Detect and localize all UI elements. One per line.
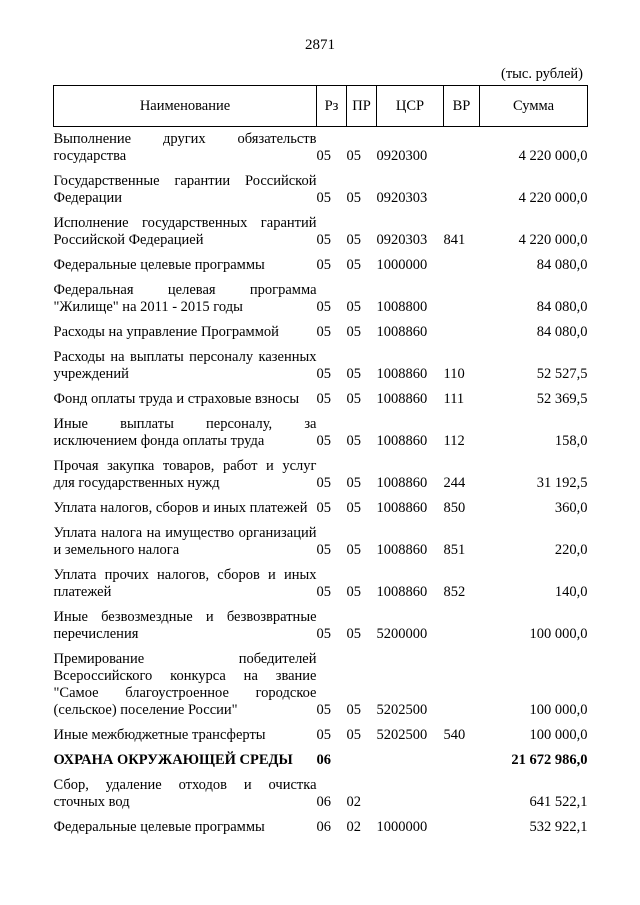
cell-sum: 31 192,5 [536,475,588,491]
cell-name: Исполнение государственных гарантий Российской Федерацией [53,215,317,248]
cell-name: Иные безвозмездные и безвозвратные перечисления [53,609,317,642]
header-sum: Сумма [480,86,588,127]
cell-name: Премирование победителей Всероссийского конкурса на звание "Самое благоустроенное городское (сельское) поселение России" [53,651,317,718]
cell-csr: 5202500 [376,702,428,718]
cell-vr [444,253,480,278]
cell-name: Федеральные целевые программы [53,819,265,835]
cell-vr [444,320,480,345]
header-pr: ПР [347,86,377,127]
cell-rz: 05 [316,232,331,248]
cell-pr: 05 [346,366,361,382]
table-row [54,454,588,496]
cell-pr: 05 [346,190,361,206]
table-row [54,211,588,253]
cell-rz: 05 [316,584,331,600]
cell-vr [444,605,480,647]
cell-name: Уплата налогов, сборов и иных платежей [53,500,308,516]
cell-sum: 532 922,1 [529,819,588,835]
cell-csr: 1008800 [376,299,428,315]
cell-vr [444,815,480,840]
cell-rz: 05 [316,626,331,642]
cell-vr: 111 [443,391,465,407]
cell-rz: 05 [316,257,331,273]
cell-sum: 84 080,0 [536,299,588,315]
cell-pr: 05 [346,232,361,248]
table-row [54,345,588,387]
cell-name: Сбор, удаление отходов и очистка сточных вод [53,777,317,810]
cell-name: Выполнение других обязательств государства [53,131,317,164]
cell-pr: 05 [346,584,361,600]
table-row [54,773,588,815]
cell-sum: 21 672 986,0 [511,752,588,768]
cell-name: Государственные гарантии Российской Федерации [53,173,317,206]
cell-name: Иные выплаты персоналу, за исключением фонда оплаты труда [53,416,317,449]
units-label: (тыс. рублей) [501,66,583,82]
cell-name: Федеральные целевые программы [53,257,265,273]
cell-csr: 0920300 [376,148,428,164]
table-row [54,605,588,647]
cell-rz: 05 [316,702,331,718]
cell-rz: 06 [316,819,331,835]
table-row [54,320,588,345]
cell-sum: 220,0 [554,542,588,558]
cell-vr: 112 [443,433,465,449]
cell-vr [444,278,480,320]
table-row [54,169,588,211]
cell-rz: 05 [316,500,331,516]
cell-rz: 05 [316,299,331,315]
header-vr: ВР [444,86,480,127]
cell-csr: 5202500 [376,727,428,743]
cell-vr: 852 [443,584,466,600]
table-header-row [54,86,588,127]
cell-name: Прочая закупка товаров, работ и услуг для государственных нужд [53,458,317,491]
cell-rz: 05 [316,190,331,206]
cell-rz: 05 [316,542,331,558]
cell-rz: 05 [316,391,331,407]
cell-csr [377,773,444,815]
cell-sum: 84 080,0 [536,257,588,273]
cell-vr [444,127,480,170]
cell-sum: 158,0 [554,433,588,449]
cell-sum: 4 220 000,0 [518,190,588,206]
budget-table [53,85,588,840]
cell-csr: 1008860 [376,500,428,516]
cell-vr: 540 [443,727,466,743]
cell-name: Фонд оплаты труда и страховые взносы [53,391,300,407]
cell-rz: 05 [316,366,331,382]
cell-vr: 841 [443,232,466,248]
cell-pr: 05 [346,391,361,407]
table-body [54,127,588,841]
cell-sum: 100 000,0 [529,702,588,718]
cell-csr: 1000000 [376,819,428,835]
cell-csr: 1008860 [376,433,428,449]
cell-csr: 1008860 [376,391,428,407]
cell-vr: 244 [443,475,466,491]
table-row [54,412,588,454]
cell-rz: 05 [316,324,331,340]
cell-vr: 850 [443,500,466,516]
cell-name: ОХРАНА ОКРУЖАЮЩЕЙ СРЕДЫ [53,752,293,768]
cell-name: Расходы на выплаты персоналу казенных учреждений [53,349,317,382]
cell-csr: 5200000 [376,626,428,642]
cell-sum: 52 527,5 [536,366,588,382]
table-row [54,723,588,748]
cell-csr: 1008860 [376,542,428,558]
cell-pr: 05 [346,542,361,558]
page-number: 2871 [305,37,335,53]
cell-rz: 06 [316,794,331,810]
table-row [54,496,588,521]
header-name: Наименование [54,86,317,127]
cell-pr [347,748,377,773]
cell-pr: 05 [346,702,361,718]
cell-pr: 05 [346,475,361,491]
cell-name: Федеральная целевая программа "Жилище" на 2011 - 2015 годы [53,282,317,315]
cell-rz: 05 [316,727,331,743]
cell-sum: 360,0 [554,500,588,516]
cell-csr: 1008860 [376,324,428,340]
cell-sum: 100 000,0 [529,727,588,743]
cell-rz: 05 [316,475,331,491]
cell-pr: 05 [346,626,361,642]
cell-rz: 05 [316,433,331,449]
cell-csr: 0920303 [376,232,428,248]
cell-csr: 1008860 [376,475,428,491]
table-row [54,815,588,840]
cell-pr: 05 [346,324,361,340]
cell-pr: 05 [346,148,361,164]
cell-sum: 641 522,1 [529,794,588,810]
cell-vr [444,748,480,773]
table-row [54,387,588,412]
cell-name: Уплата прочих налогов, сборов и иных платежей [53,567,317,600]
table-row [54,563,588,605]
table-row [54,127,588,170]
cell-pr: 05 [346,433,361,449]
table-row [54,278,588,320]
cell-sum: 140,0 [554,584,588,600]
cell-csr: 1008860 [376,584,428,600]
cell-pr: 05 [346,299,361,315]
table-row [54,253,588,278]
cell-name: Расходы на управление Программой [53,324,279,340]
cell-pr: 05 [346,727,361,743]
cell-vr [444,647,480,723]
cell-name: Иные межбюджетные трансферты [53,727,266,743]
cell-csr: 1000000 [376,257,428,273]
cell-sum: 52 369,5 [536,391,588,407]
cell-sum: 4 220 000,0 [518,148,588,164]
cell-pr: 02 [346,794,361,810]
cell-csr: 0920303 [376,190,428,206]
cell-rz: 06 [316,752,331,768]
cell-sum: 4 220 000,0 [518,232,588,248]
table-row [54,647,588,723]
header-csr: ЦСР [377,86,444,127]
cell-sum: 84 080,0 [536,324,588,340]
cell-name: Уплата налога на имущество организаций и земельного налога [53,525,317,558]
cell-csr [377,748,444,773]
cell-vr [444,773,480,815]
cell-csr: 1008860 [376,366,428,382]
cell-vr: 851 [443,542,466,558]
cell-rz: 05 [316,148,331,164]
cell-pr: 05 [346,500,361,516]
cell-pr: 05 [346,257,361,273]
table-row [54,521,588,563]
cell-vr [444,169,480,211]
cell-vr: 110 [443,366,465,382]
cell-sum: 100 000,0 [529,626,588,642]
cell-pr: 02 [346,819,361,835]
table-row [54,748,588,773]
header-rz: Рз [317,86,347,127]
